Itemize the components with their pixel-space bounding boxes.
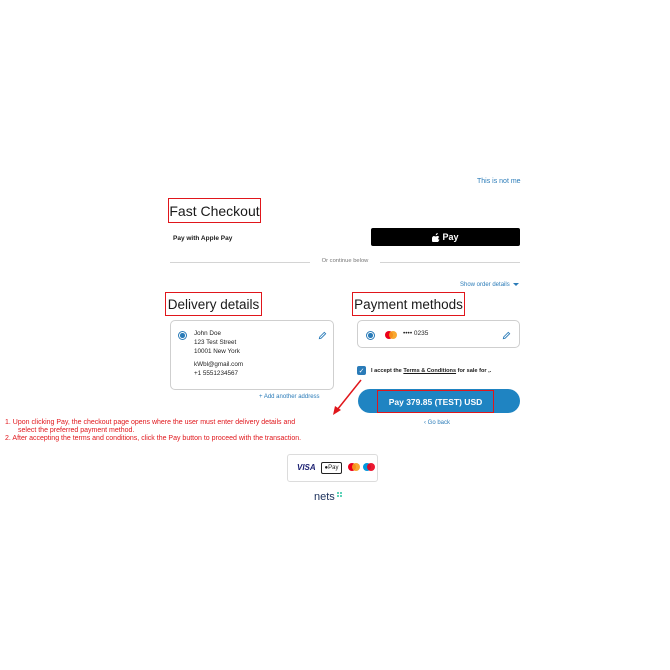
annotation-line-2: 2. After accepting the terms and conditions, click the Pay button to proceed with the transaction.	[5, 435, 302, 442]
annotation-line-1: 1. Upon clicking Pay, the checkout page opens where the user must enter delivery details and	[5, 419, 296, 426]
divider-text: Or continue below	[321, 258, 369, 264]
pencil-icon[interactable]	[318, 331, 327, 340]
fast-checkout-title-text: Fast Checkout	[169, 202, 260, 219]
address-name: John Doe	[194, 330, 221, 337]
go-back-link[interactable]: ‹ Go back	[424, 420, 451, 426]
apple-icon: ●	[324, 465, 329, 471]
visa-logo: VISA	[297, 463, 316, 472]
address-card[interactable]	[170, 320, 334, 390]
nets-logo	[314, 491, 344, 503]
address-email: kWbl@gmail.com	[194, 361, 244, 368]
not-me-link[interactable]: This is not me	[477, 178, 521, 185]
address-phone: +1 5551234567	[194, 370, 238, 377]
divider-line-right	[380, 262, 520, 263]
show-order-details-label: Show order details	[460, 282, 510, 288]
nets-dots-icon	[336, 491, 344, 499]
terms-text	[371, 368, 491, 374]
apple-pay-logo	[321, 462, 342, 474]
terms-prefix: I accept the	[371, 367, 404, 374]
add-another-address-link[interactable]: + Add another address	[259, 394, 320, 400]
address-lines	[194, 329, 243, 378]
delivery-details-title-text: Delivery details	[167, 296, 260, 312]
radio-dot	[180, 333, 185, 338]
apple-pay-logo-text: Pay	[328, 465, 339, 471]
terms-link[interactable]: Terms & Conditions	[403, 367, 457, 374]
terms-row	[357, 366, 491, 375]
payment-methods-title-text: Payment methods	[354, 296, 463, 312]
pay-button-label: Pay 379.85 (TEST) USD	[388, 396, 483, 407]
chevron-down-icon	[513, 283, 519, 286]
mastercard-icon	[348, 463, 360, 471]
apple-pay-button[interactable]	[371, 228, 520, 246]
or-continue-divider	[170, 258, 520, 264]
show-order-details-link[interactable]	[460, 282, 519, 288]
saved-card[interactable]	[357, 320, 520, 348]
apple-icon	[432, 233, 440, 242]
payment-logos	[287, 454, 378, 482]
nets-logo-text: nets	[314, 491, 335, 503]
radio-dot	[368, 333, 373, 338]
annotation-notes	[5, 419, 385, 443]
maestro-icon	[363, 463, 375, 471]
address-radio[interactable]	[178, 331, 187, 340]
checkmark-icon: ✓	[358, 367, 365, 375]
apple-pay-label: Pay with Apple Pay	[173, 235, 233, 242]
terms-checkbox[interactable]	[357, 366, 366, 375]
mastercard-icon	[385, 331, 397, 339]
fast-checkout-title	[168, 198, 261, 223]
address-city: 10001 New York	[194, 348, 240, 355]
card-number: •••• 0235	[403, 330, 429, 337]
payment-methods-title	[352, 292, 465, 316]
address-street: 123 Test Street	[194, 339, 237, 346]
apple-pay-button-label: Pay	[442, 232, 459, 242]
annotation-line-1b: select the preferred payment method.	[18, 427, 135, 434]
pay-button-label-box[interactable]	[377, 390, 494, 413]
terms-suffix: for sale for ,.	[456, 367, 492, 374]
delivery-details-title	[165, 292, 262, 316]
card-radio[interactable]	[366, 331, 375, 340]
pencil-icon[interactable]	[502, 331, 511, 340]
divider-line-left	[170, 262, 310, 263]
